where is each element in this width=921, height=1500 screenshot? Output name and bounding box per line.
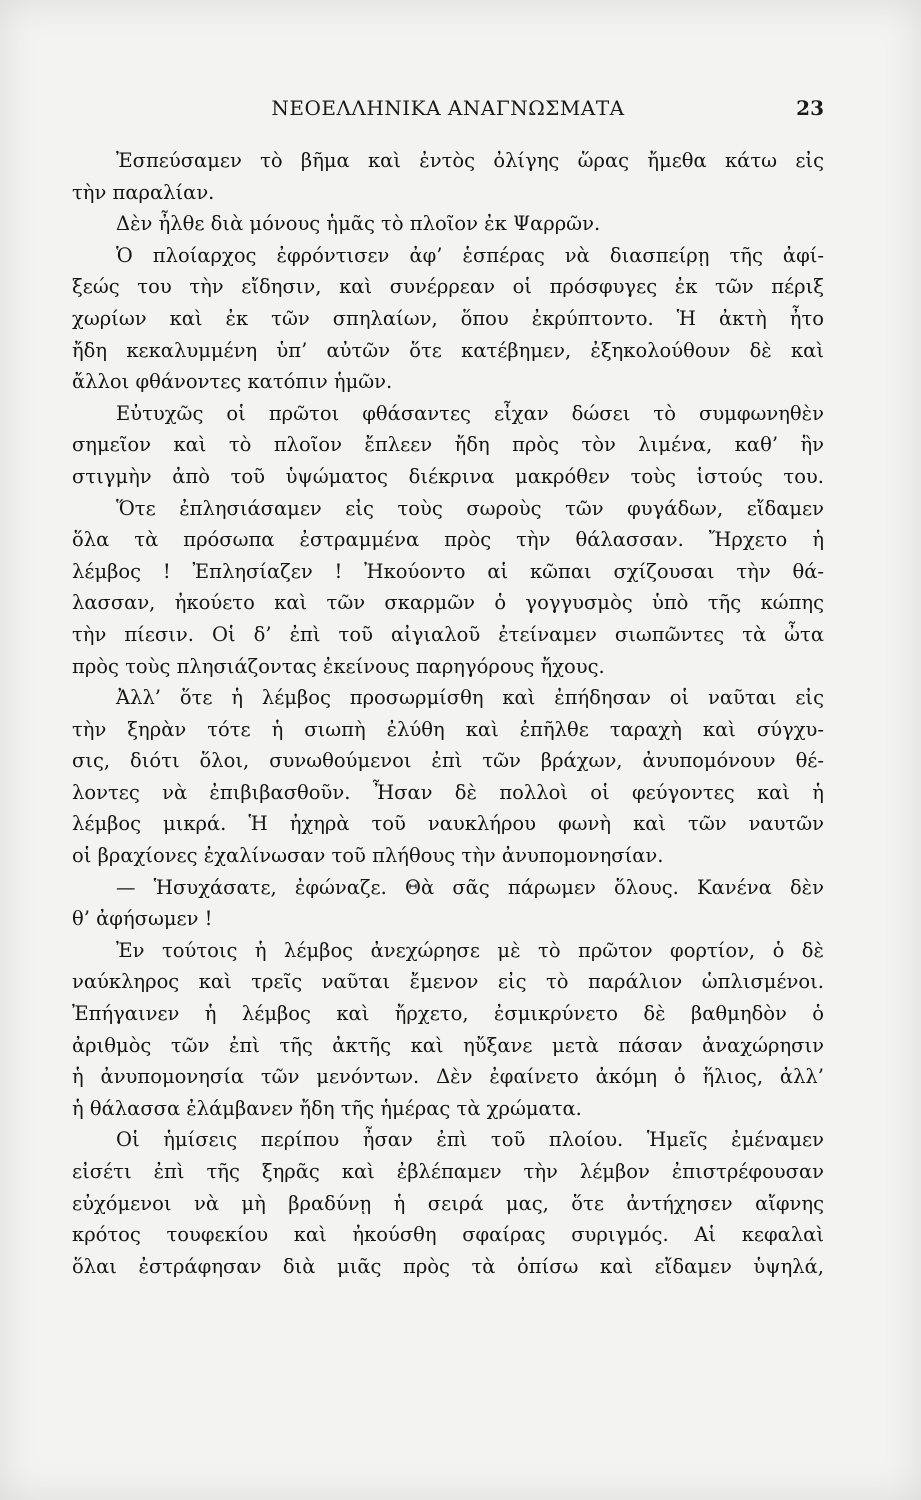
text-line: Ἐσπεύσαμεν τὸ βῆμα καὶ ἐντὸς ὀλίγης ὥρας ἤμεθα κάτω εἰς <box>116 149 824 172</box>
text-line: λασσαν, ἠκούετο καὶ τῶν σκαρμῶν ὁ γογγυσμὸς ὑπὸ τῆς κώπης <box>72 591 824 615</box>
text-line: Οἱ ἡμίσεις περίπου ἦσαν ἐπὶ τοῦ πλοίου. Ἡμεῖς ἐμέναμεν <box>116 1128 824 1152</box>
text-line: Ὅτε ἐπλησιάσαμεν εἰς τοὺς σωροὺς τῶν φυγάδων, εἴδαμεν <box>116 496 824 520</box>
text-line: λέμβος ! Ἐπλησίαζεν ! Ἠκούοντο αἱ κῶπαι σχίζουσαι τὴν θά- <box>72 559 824 583</box>
text-line: εὐχόμενοι νὰ μὴ βραδύνῃ ἡ σειρά μας, ὅτε ἀντήχησεν αἴφνης <box>72 1191 824 1215</box>
text-line: τὴν ξηρὰν τότε ἡ σιωπὴ ἐλύθη καὶ ἐπῆλθε ταραχὴ καὶ σύγχυ- <box>72 717 824 741</box>
text-line: ἄλλοι φθάνοντες κατόπιν ἡμῶν. <box>72 370 393 394</box>
text-line: ἡ θάλασσα ἐλάμβανεν ἤδη τῆς ἡμέρας τὰ χρώματα. <box>72 1096 582 1120</box>
text-line: ναύκληρος καὶ τρεῖς ναῦται ἔμενον εἰς τὸ παράλιον ὡπλισμένοι. <box>72 970 824 994</box>
text-line: οἱ βραχίονες ἐχαλίνωσαν τοῦ πλήθους τὴν ἀνυπομονησίαν. <box>72 844 664 868</box>
body-text <box>72 145 824 1282</box>
text-line: Ἀλλ’ ὅτε ἡ λέμβος προσωρμίσθη καὶ ἐπήδησαν οἱ ναῦται εἰς <box>116 686 824 710</box>
text-line: ἡ ἀνυπομονησία τῶν μενόντων. Δὲν ἐφαίνετο ἀκόμη ὁ ἥλιος, ἀλλ’ <box>72 1065 824 1089</box>
text-line: τὴν παραλίαν. <box>72 180 215 204</box>
text-line: ξεώς του τὴν εἴδησιν, καὶ συνέρρεαν οἱ πρόσφυγες ἐκ τῶν πέριξ <box>72 275 824 299</box>
text-line: — Ἡσυχάσατε, ἐφώναζε. Θὰ σᾶς πάρωμεν ὅλους. Κανένα δὲν <box>116 875 824 899</box>
running-head <box>72 96 824 126</box>
text-line: λέμβος μικρά. Ἡ ἠχηρὰ τοῦ ναυκλήρου φωνὴ καὶ τῶν ναυτῶν <box>72 812 824 836</box>
text-line: Δὲν ἦλθε διὰ μόνους ἡμᾶς τὸ πλοῖον ἐκ Ψαρρῶν. <box>116 212 601 236</box>
text-line: Ἐπήγαινεν ἡ λέμβος καὶ ἤρχετο, ἐσμικρύνετο δὲ βαθμηδὸν ὁ <box>72 1002 824 1026</box>
text-line: κρότος τουφεκίου καὶ ἠκούσθη σφαίρας συριγμός. Αἱ κεφαλαὶ <box>72 1223 824 1247</box>
text-line: σημεῖον καὶ τὸ πλοῖον ἔπλεεν ἤδη πρὸς τὸν λιμένα, καθ’ ἣν <box>72 433 824 457</box>
text-line: ἀριθμὸς τῶν ἐπὶ τῆς ἀκτῆς καὶ ηὔξανε μετὰ πάσαν ἀναχώρησιν <box>72 1033 824 1057</box>
text-line: ἤδη κεκαλυμμένη ὑπ’ αὐτῶν ὅτε κατέβημεν, ἐξηκολούθουν δὲ καὶ <box>72 338 824 362</box>
text-line: θ’ ἀφήσωμεν ! <box>72 907 213 931</box>
page-number: 23 <box>796 96 824 120</box>
text-line: χωρίων καὶ ἐκ τῶν σπηλαίων, ὅπου ἐκρύπτοντο. Ἡ ἀκτὴ ἦτο <box>72 306 824 330</box>
text-line: Ὁ πλοίαρχος ἐφρόντισεν ἀφ’ ἑσπέρας νὰ διασπείρῃ τῆς ἀφί- <box>116 243 824 267</box>
text-line: λοντες νὰ ἐπιβιβασθοῦν. Ἦσαν δὲ πολλοὶ οἱ φεύγοντες καὶ ἡ <box>72 780 824 804</box>
text-line: στιγμὴν ἀπὸ τοῦ ὑψώματος διέκρινα μακρόθεν τοὺς ἱστούς του. <box>72 464 824 488</box>
text-line: ὅλα τὰ πρόσωπα ἐστραμμένα πρὸς τὴν θάλασσαν. Ἤρχετο ἡ <box>72 528 824 552</box>
text-line: Εὐτυχῶς οἱ πρῶτοι φθάσαντες εἶχαν δώσει τὸ συμφωνηθὲν <box>116 401 824 425</box>
page-title: ΝΕΟΕΛΛΗΝΙΚΑ ΑΝΑΓΝΩΣΜΑΤΑ <box>271 96 625 120</box>
text-line: εἰσέτι ἐπὶ τῆς ξηρᾶς καὶ ἐβλέπαμεν τὴν λέμβον ἐπιστρέφουσαν <box>72 1160 824 1183</box>
text-line: ὅλαι ἐστράφησαν διὰ μιᾶς πρὸς τὰ ὀπίσω καὶ εἴδαμεν ὑψηλά, <box>72 1254 824 1278</box>
text-line: σις, διότι ὅλοι, συνωθούμενοι ἐπὶ τῶν βράχων, ἀνυπομόνουν θέ- <box>72 749 824 773</box>
text-line: πρὸς τοὺς πλησιάζοντας ἐκείνους παρηγόρους ἤχους. <box>72 654 605 678</box>
text-line: Ἐν τούτοις ἡ λέμβος ἀνεχώρησε μὲ τὸ πρῶτον φορτίον, ὁ δὲ <box>116 938 824 962</box>
text-line: τὴν πίεσιν. Οἱ δ’ ἐπὶ τοῦ αἰγιαλοῦ ἐτείναμεν σιωπῶντες τὰ ὦτα <box>72 622 824 646</box>
